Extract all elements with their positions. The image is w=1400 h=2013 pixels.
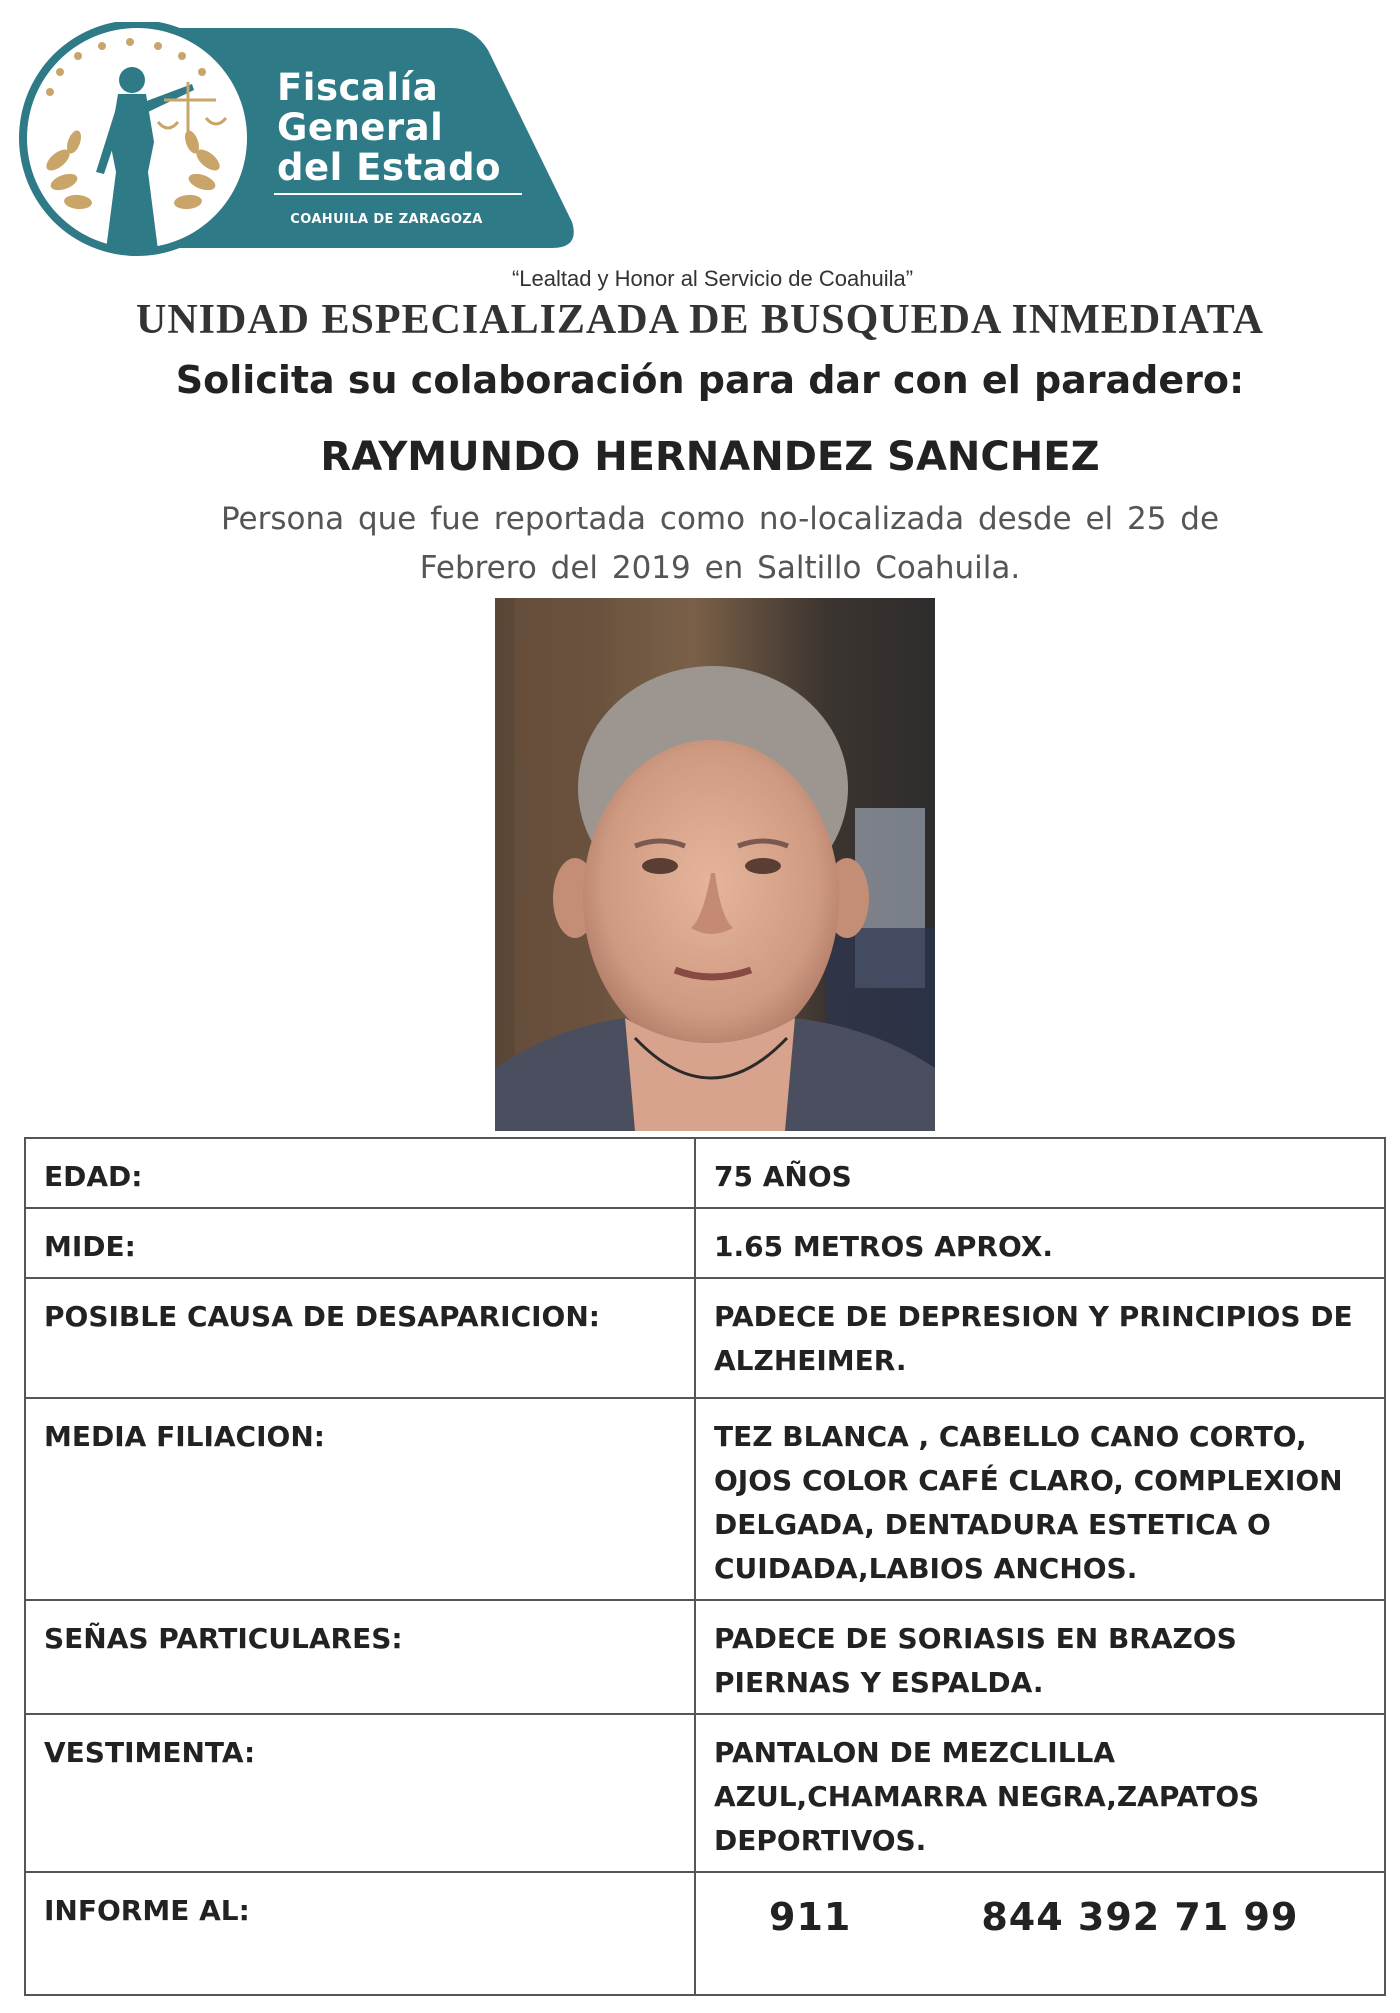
label-vestimenta: VESTIMENTA: <box>25 1714 695 1872</box>
value-edad: 75 AÑOS <box>695 1138 1385 1208</box>
table-row <box>25 1138 1385 1208</box>
label-senas: SEÑAS PARTICULARES: <box>25 1600 695 1714</box>
logo-line-general: General <box>277 106 444 149</box>
value-filiacion: TEZ BLANCA , CABELLO CANO CORTO, OJOS COLOR CAFÉ CLARO, COMPLEXION DELGADA, DENTADURA ESTETICA O CUIDADA,LABIOS ANCHOS. <box>695 1398 1385 1600</box>
report-line-2: Febrero del 2019 en Saltillo Coahuila. <box>419 550 1021 586</box>
info-table <box>24 1137 1386 1996</box>
label-filiacion: MEDIA FILIACION: <box>25 1398 695 1600</box>
phone-local[interactable]: 844 392 71 99 <box>981 1895 1299 1939</box>
table-row <box>25 1398 1385 1600</box>
label-mide: MIDE: <box>25 1208 695 1278</box>
request-heading: Solicita su colaboración para dar con el paradero: <box>175 358 1245 402</box>
label-causa: POSIBLE CAUSA DE DESAPARICION: <box>25 1278 695 1398</box>
logo-line-estado: del Estado <box>277 146 502 189</box>
motto: “Lealtad y Honor al Servicio de Coahuila” <box>511 266 914 291</box>
value-mide: 1.65 METROS APROX. <box>695 1208 1385 1278</box>
table-row <box>25 1278 1385 1398</box>
label-edad: EDAD: <box>25 1138 695 1208</box>
logo-line-fiscalia: Fiscalía <box>277 66 439 109</box>
logo-state: COAHUILA DE ZARAGOZA <box>290 212 483 227</box>
phone-emergency[interactable]: 911 <box>769 1895 852 1939</box>
table-row <box>25 1872 1385 1995</box>
value-informe <box>695 1872 1385 1995</box>
value-causa: PADECE DE DEPRESION Y PRINCIPIOS DE ALZHEIMER. <box>695 1278 1385 1398</box>
table-row <box>25 1714 1385 1872</box>
fiscalia-logo <box>12 22 582 258</box>
person-photo <box>495 598 935 1131</box>
table-row <box>25 1208 1385 1278</box>
value-senas: PADECE DE SORIASIS EN BRAZOS PIERNAS Y ESPALDA. <box>695 1600 1385 1714</box>
report-text <box>185 495 1255 593</box>
value-vestimenta: PANTALON DE MEZCLILLA AZUL,CHAMARRA NEGRA,ZAPATOS DEPORTIVOS. <box>695 1714 1385 1872</box>
person-name: RAYMUNDO HERNANDEZ SANCHEZ <box>320 434 1100 480</box>
label-informe: INFORME AL: <box>25 1872 695 1995</box>
report-line-1: Persona que fue reportada como no-localizada desde el 25 de <box>220 501 1220 537</box>
portrait-image <box>495 598 935 1131</box>
unit-title: UNIDAD ESPECIALIZADA DE BUSQUEDA INMEDIATA <box>136 297 1264 343</box>
table-row <box>25 1600 1385 1714</box>
